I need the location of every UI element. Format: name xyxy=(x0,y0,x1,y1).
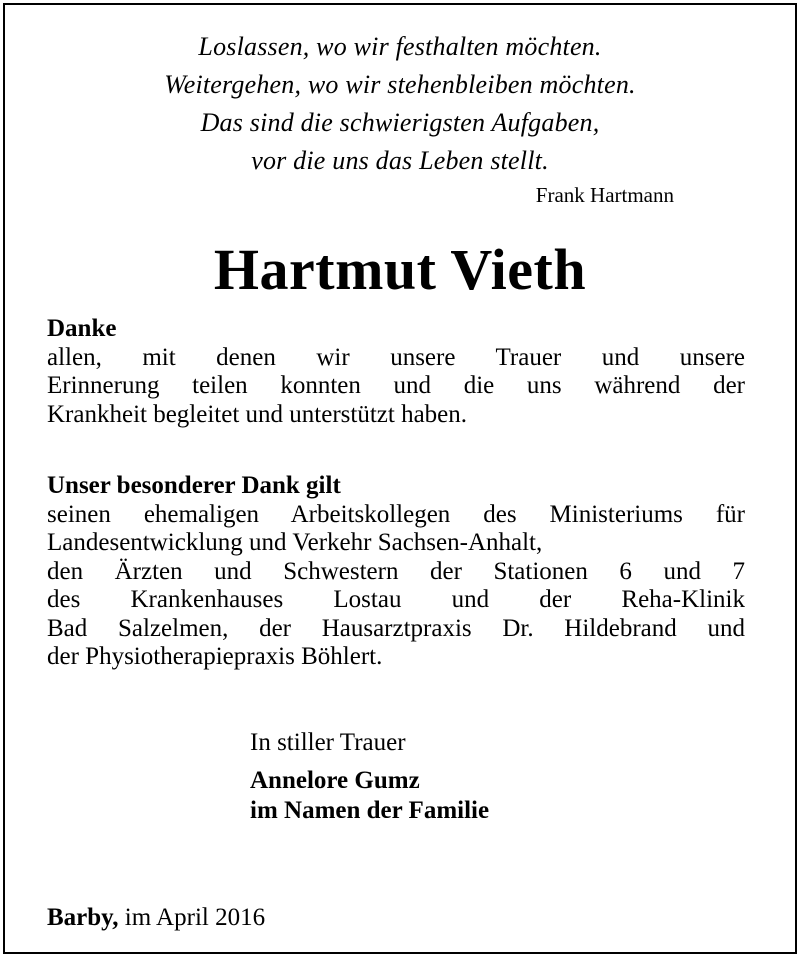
special-thanks-line-2: Landesentwicklung und Verkehr Sachsen-Anhalt, xyxy=(47,529,543,556)
special-thanks-line-6: der Physiotherapiepraxis Böhlert. xyxy=(47,643,383,670)
poem-line-2: Weitergehen, wo wir stehenbleiben möchten. xyxy=(164,70,636,99)
poem-author: Frank Hartmann xyxy=(535,183,674,207)
footer-place: Barby, xyxy=(47,904,119,931)
poem xyxy=(0,28,800,180)
special-thanks-line-1: seinen ehemaligen Arbeitskollegen des Ministeriums für xyxy=(47,500,745,528)
deceased-name: Hartmut Vieth xyxy=(213,237,587,302)
special-thanks-heading: Unser besonderer Dank gilt xyxy=(47,472,341,499)
signature-intro: In stiller Trauer xyxy=(250,729,406,756)
special-thanks-section xyxy=(47,472,745,672)
signature-family: im Namen der Familie xyxy=(250,797,490,824)
poem-line-3: Das sind die schwierigsten Aufgaben, xyxy=(200,108,600,137)
thanks-line-2: Erinnerung teilen konnten und die uns während der xyxy=(47,372,745,399)
special-thanks-line-3: den Ärzten und Schwestern der Stationen 6 und 7 xyxy=(47,557,745,585)
special-thanks-line-4: des Krankenhauses Lostau und der Reha-Klinik xyxy=(47,586,745,613)
footer xyxy=(47,903,265,933)
thanks-line-1: allen, mit denen wir unsere Trauer und unsere xyxy=(47,343,745,371)
thanks-heading: Danke xyxy=(47,315,117,342)
thanks-line-3: Krankheit begleitet und unterstützt haben. xyxy=(47,400,468,428)
special-thanks-line-5: Bad Salzelmen, der Hausarztpraxis Dr. Hildebrand und xyxy=(47,614,745,642)
thanks-section xyxy=(47,315,745,429)
signature-name: Annelore Gumz xyxy=(250,767,420,794)
signature xyxy=(250,728,489,826)
footer-date: im April 2016 xyxy=(124,904,266,931)
poem-line-1: Loslassen, wo wir festhalten möchten. xyxy=(198,32,602,61)
poem-line-4: vor die uns das Leben stellt. xyxy=(251,146,549,175)
